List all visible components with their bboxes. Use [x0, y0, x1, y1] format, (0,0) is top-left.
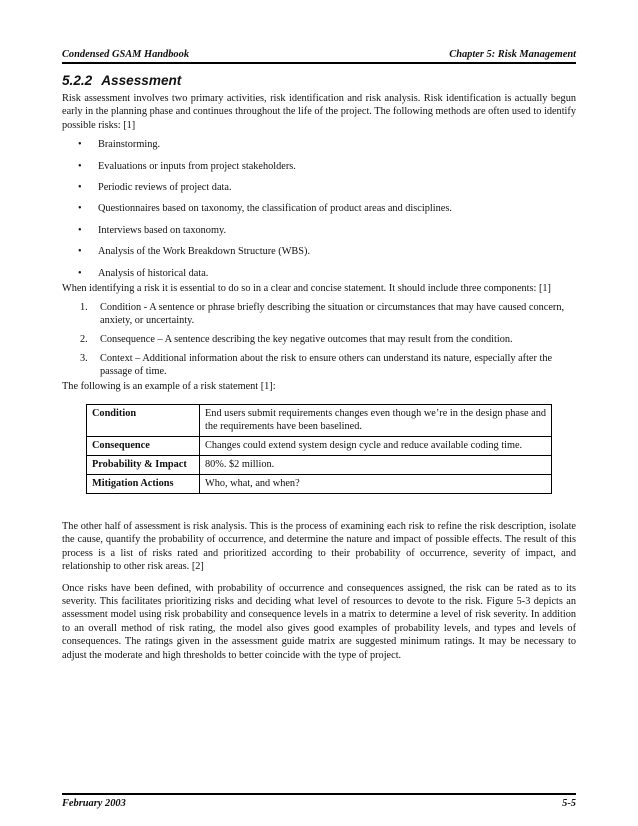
table-row: [87, 455, 552, 474]
bullet-icon: •: [78, 182, 82, 194]
table-row: [87, 436, 552, 455]
list-item: 3. Context – Additional information about the risk to ensure others can understand its nature, especially after the passage of time.: [80, 353, 553, 378]
list-item: 1. Condition - A sentence or phrase briefly describing the situation or circumstances that may have caused concern, anxiety, or uncertainty.: [80, 302, 565, 327]
header-chapter-title: Chapter 5: Risk Management: [449, 49, 576, 60]
section-title: Assessment: [101, 73, 182, 88]
bullet-icon: •: [78, 203, 82, 215]
identify-paragraph: When identifying a risk it is essential to do so in a clear and concise statement. It should include three components: [1]: [62, 283, 551, 295]
table-cell-value: Changes could extend system design cycle and reduce available coding time.: [200, 436, 552, 455]
table-cell-value: End users submit requirements changes even though we’re in the design phase and the requirements have been baselined.: [200, 404, 552, 436]
bullet-icon: •: [78, 160, 82, 172]
list-item: • Questionnaires based on taxonomy, the classification of product areas and disciplines.: [78, 203, 452, 215]
table-cell-label: Probability & Impact: [87, 455, 200, 474]
example-intro: The following is an example of a risk statement [1]:: [62, 381, 276, 393]
list-item: • Periodic reviews of project data.: [78, 182, 232, 194]
list-item: • Analysis of the Work Breakdown Structure (WBS).: [78, 246, 311, 258]
page-content: [62, 73, 576, 662]
list-item: • Interviews based on taxonomy.: [78, 224, 227, 236]
bullet-icon: •: [78, 224, 82, 236]
section-heading: [62, 73, 576, 88]
table-row: [87, 404, 552, 436]
list-item: • Evaluations or inputs from project stakeholders.: [78, 160, 296, 172]
page-header: [62, 49, 576, 64]
analysis-paragraph: The other half of assessment is risk analysis. This is the process of examining each risk to refine the risk description, isolate the cause, quantify the probability of occurrence, and determine the nature and impact of possible effects. The result of this process is a list of risks rated and prioritized according to their probability of occurrence, severity of impact, and relationship to other risk areas. [2]: [62, 520, 576, 573]
list-item: • Analysis of historical data.: [78, 267, 209, 279]
rating-paragraph: Once risks have been defined, with probability of occurrence and consequences assigned, the risk can be rated as to its severity. This facilitates prioritizing risks and deciding what level of resources to devote to the risk. Figure 5-3 depicts an assessment model using risk probability and consequence levels in a matrix to determine a level of risk severity. In addition to an overall method of risk rating, the model also gives good examples of probability levels, and types and levels of consequences. The ratings given in the assessment guide matrix are suggested minimum ratings. It may be necessary to adjust the moderate and high thresholds to better coincide with the type of project.: [62, 582, 576, 661]
bullet-icon: •: [78, 246, 82, 258]
table-cell-label: Consequence: [87, 436, 200, 455]
list-item: • Brainstorming.: [78, 139, 161, 151]
page-footer: [62, 793, 576, 809]
page-number: 5-5: [562, 798, 576, 809]
table-cell-value: 80%. $2 million.: [200, 455, 552, 474]
bullet-icon: •: [78, 267, 82, 279]
footer-date: February 2003: [62, 798, 126, 809]
components-list: [62, 301, 576, 378]
section-number: 5.2.2: [62, 73, 93, 88]
table-cell-value: Who, what, and when?: [200, 474, 552, 493]
intro-paragraph: Risk assessment involves two primary activities, risk identification and risk analysis. Risk identification is actually begun early in the planning phase and continues throughout the life of the project. The following methods are often used to identify possible risks: [1]: [62, 93, 576, 131]
table-row: [87, 474, 552, 493]
bullet-icon: •: [78, 139, 82, 151]
risk-statement-table: [86, 404, 552, 494]
methods-list: [62, 138, 576, 280]
header-handbook-title: Condensed GSAM Handbook: [62, 49, 190, 60]
table-cell-label: Mitigation Actions: [87, 474, 200, 493]
list-item: 2. Consequence – A sentence describing the key negative outcomes that may result from the condition.: [80, 334, 513, 346]
table-cell-label: Condition: [87, 404, 200, 436]
